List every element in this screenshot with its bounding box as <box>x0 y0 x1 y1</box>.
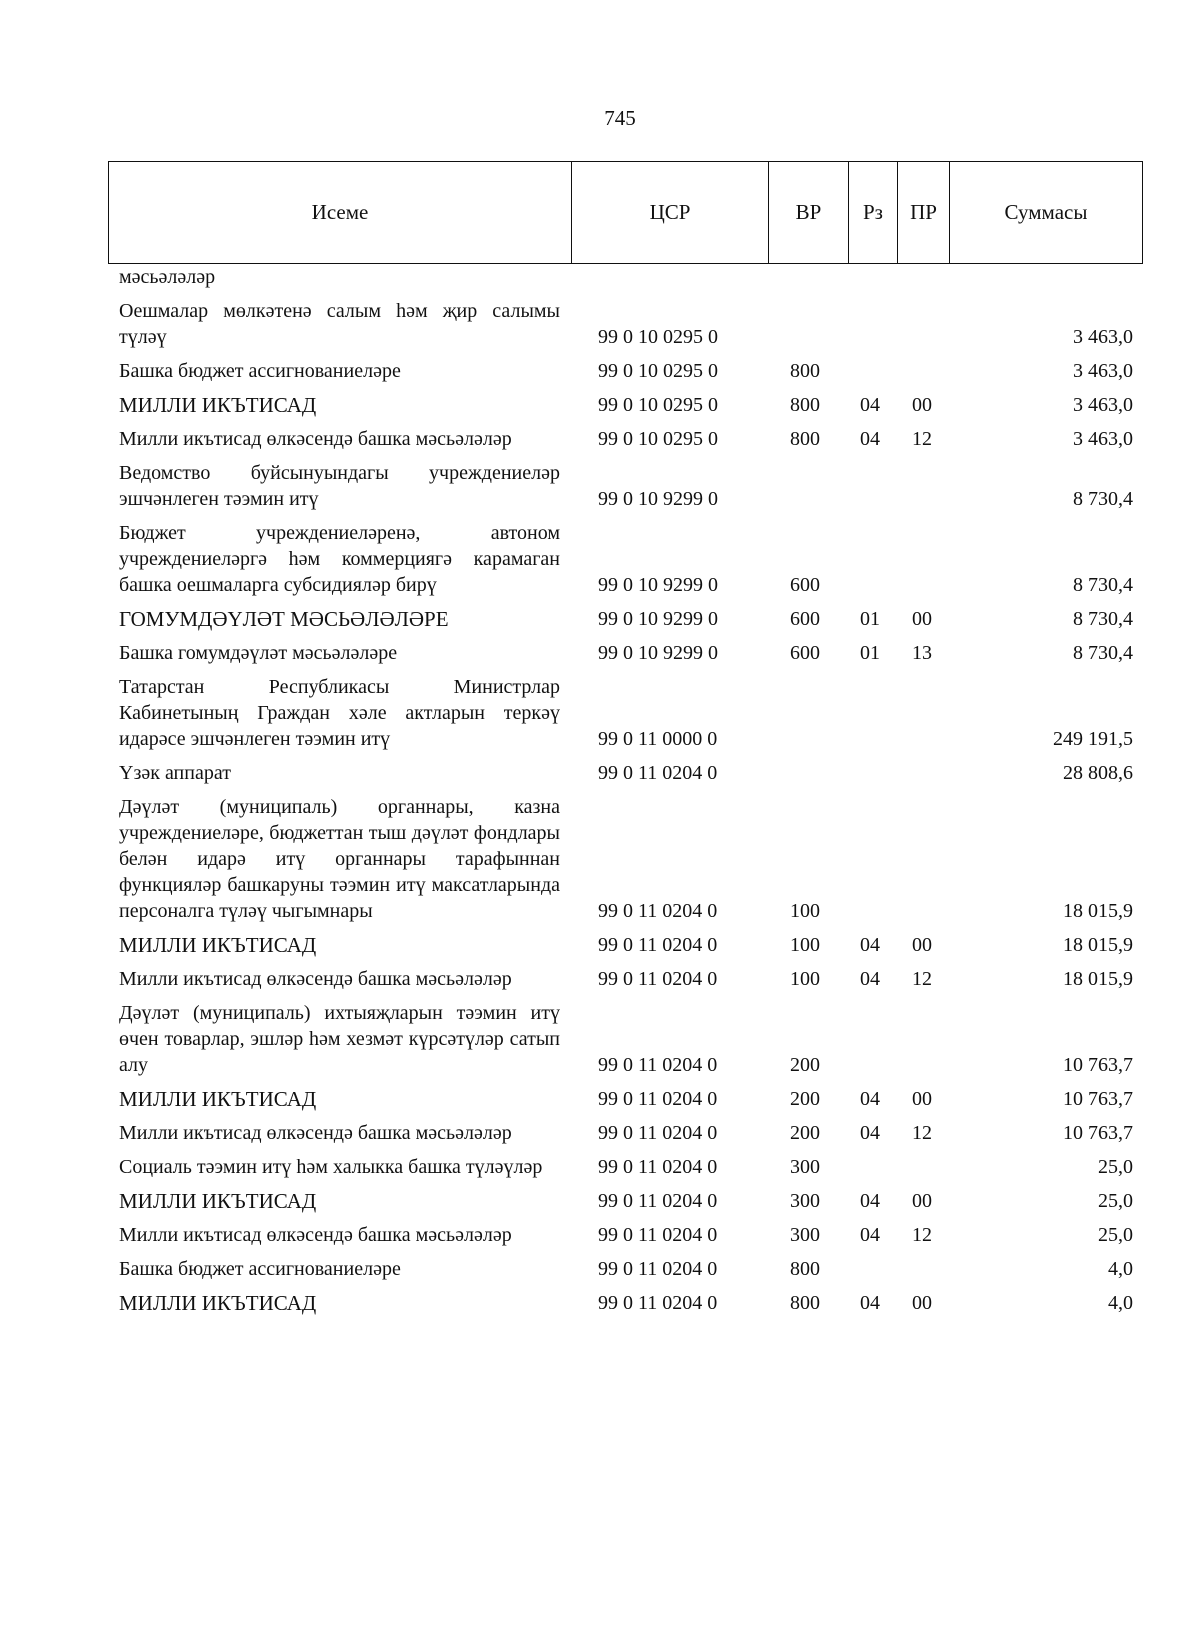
cell-sum: 3 463,0 <box>1073 428 1133 450</box>
cell-name: Социаль тәэмин итү һәм халыкка башка түләүләр <box>119 1156 543 1178</box>
cell-csr: 99 0 11 0000 0 <box>598 728 718 750</box>
cell-sum: 25,0 <box>1098 1190 1133 1212</box>
cell-vr: 600 <box>790 608 820 630</box>
cell-name: Дәүләт (муниципаль) органнары, казна учреждениеләре, бюджеттан тыш дәүләт фондлары белән идарә итү органнары тарафыннан функцияләр башкаруны тәэмин итү максатларында персоналга түләү чыгымнары <box>119 796 560 922</box>
cell-name: МИЛЛИ ИКЪТИСАД <box>119 1189 317 1213</box>
table-row <box>0 760 1200 786</box>
cell-rz: 04 <box>860 1190 880 1212</box>
cell-sum: 10 763,7 <box>1063 1054 1133 1076</box>
cell-pr: 12 <box>912 1224 932 1246</box>
cell-name: МИЛЛИ ИКЪТИСАД <box>119 1087 317 1111</box>
cell-sum: 3 463,0 <box>1073 360 1133 382</box>
cell-pr: 13 <box>912 642 932 664</box>
cell-name: Бюджет учреждениеләренә, автоном учреждениеләргә һәм коммерциягә карамаган башка оешмаларга субсидияләр бирү <box>119 522 560 596</box>
cell-csr: 99 0 11 0204 0 <box>598 1292 718 1314</box>
cell-sum: 3 463,0 <box>1073 394 1133 416</box>
header-rz: Рз <box>849 162 898 263</box>
cell-rz: 04 <box>860 1122 880 1144</box>
cell-csr: 99 0 11 0204 0 <box>598 968 718 990</box>
cell-vr: 600 <box>790 642 820 664</box>
cell-name: Татарстан Республикасы Министрлар Кабинетының Граждан хәле актларын теркәү идарәсе эшчәнлеген тәэмин итү <box>119 676 560 750</box>
header-csr: ЦСР <box>572 162 769 263</box>
cell-name: Башка бюджет ассигнованиеләре <box>119 1258 401 1280</box>
cell-csr: 99 0 10 9299 0 <box>598 608 718 630</box>
table-row <box>0 1000 1200 1078</box>
cell-csr: 99 0 11 0204 0 <box>598 1122 718 1144</box>
cell-vr: 100 <box>790 934 820 956</box>
cell-pr: 00 <box>912 1190 932 1212</box>
cell-csr: 99 0 11 0204 0 <box>598 1190 718 1212</box>
cell-sum: 8 730,4 <box>1073 608 1133 630</box>
cell-rz: 01 <box>860 608 880 630</box>
cell-sum: 18 015,9 <box>1063 934 1133 956</box>
cell-rz: 04 <box>860 428 880 450</box>
cell-name: ГОМУМДӘҮЛӘТ МӘСЬӘЛӘЛӘРЕ <box>119 607 449 631</box>
cell-vr: 200 <box>790 1122 820 1144</box>
cell-vr: 800 <box>790 360 820 382</box>
table-row <box>0 520 1200 598</box>
cell-rz: 04 <box>860 968 880 990</box>
page-number: 745 <box>604 106 636 130</box>
table-row <box>0 1290 1200 1316</box>
row-container <box>0 298 1200 1316</box>
cell-pr: 12 <box>912 428 932 450</box>
table-row <box>0 640 1200 666</box>
table-row <box>0 1222 1200 1248</box>
cell-vr: 200 <box>790 1054 820 1076</box>
table-row <box>0 794 1200 924</box>
table-row <box>0 460 1200 512</box>
cell-pr: 12 <box>912 1122 932 1144</box>
cell-csr: 99 0 10 9299 0 <box>598 488 718 510</box>
cell-pr: 00 <box>912 1088 932 1110</box>
table-row <box>0 1188 1200 1214</box>
cell-sum: 8 730,4 <box>1073 488 1133 510</box>
cell-name: Ведомство буйсынуындагы учреждениеләр эшчәнлеген тәэмин итү <box>119 462 560 510</box>
cell-csr: 99 0 11 0204 0 <box>598 1258 718 1280</box>
cell-sum: 249 191,5 <box>1053 728 1133 750</box>
cell-name: Үзәк аппарат <box>119 762 231 784</box>
cell-vr: 300 <box>790 1156 820 1178</box>
cell-csr: 99 0 10 9299 0 <box>598 574 718 596</box>
cell-sum: 4,0 <box>1108 1292 1133 1314</box>
table-header <box>108 161 1143 264</box>
cell-rz: 04 <box>860 394 880 416</box>
table-row <box>0 606 1200 632</box>
table-row <box>0 966 1200 992</box>
cell-vr: 100 <box>790 968 820 990</box>
cell-sum: 8 730,4 <box>1073 642 1133 664</box>
cell-pr: 00 <box>912 934 932 956</box>
cell-pr: 00 <box>912 608 932 630</box>
cell-csr: 99 0 11 0204 0 <box>598 1054 718 1076</box>
table-row <box>0 1256 1200 1282</box>
cell-vr: 800 <box>790 394 820 416</box>
cell-vr: 200 <box>790 1088 820 1110</box>
cell-pr: 00 <box>912 1292 932 1314</box>
cell-csr: 99 0 10 0295 0 <box>598 394 718 416</box>
header-vr: ВР <box>769 162 849 263</box>
cell-vr: 600 <box>790 574 820 596</box>
cell-csr: 99 0 10 9299 0 <box>598 642 718 664</box>
cell-pr: 12 <box>912 968 932 990</box>
cell-pr: 00 <box>912 394 932 416</box>
cell-sum: 10 763,7 <box>1063 1122 1133 1144</box>
continuation-text: мәсьәләләр <box>119 266 216 288</box>
cell-rz: 04 <box>860 1224 880 1246</box>
table-row <box>0 358 1200 384</box>
table-row <box>0 1154 1200 1180</box>
cell-csr: 99 0 11 0204 0 <box>598 762 718 784</box>
cell-sum: 4,0 <box>1108 1258 1133 1280</box>
cell-csr: 99 0 11 0204 0 <box>598 1156 718 1178</box>
cell-vr: 800 <box>790 1258 820 1280</box>
header-sum: Суммасы <box>1004 200 1088 224</box>
cell-sum: 10 763,7 <box>1063 1088 1133 1110</box>
table-body <box>0 264 1200 1324</box>
cell-name: Дәүләт (муниципаль) ихтыяҗларын тәэмин итү өчен товарлар, эшләр һәм хезмәт күрсәтүләр сатып алу <box>119 1002 560 1076</box>
cell-rz: 04 <box>860 934 880 956</box>
cell-csr: 99 0 10 0295 0 <box>598 326 718 348</box>
cell-sum: 18 015,9 <box>1063 900 1133 922</box>
cell-name: Милли икътисад өлкәсендә башка мәсьәләләр <box>119 968 512 990</box>
cell-name: МИЛЛИ ИКЪТИСАД <box>119 1291 317 1315</box>
cell-name: Оешмалар мөлкәтенә салым һәм җир салымы түләү <box>119 300 560 348</box>
table-row <box>0 392 1200 418</box>
cell-csr: 99 0 11 0204 0 <box>598 900 718 922</box>
cell-csr: 99 0 10 0295 0 <box>598 428 718 450</box>
table-row <box>0 1120 1200 1146</box>
table-row <box>0 932 1200 958</box>
header-pr: ПР <box>898 162 950 263</box>
continuation-row <box>0 264 1200 290</box>
cell-vr: 300 <box>790 1224 820 1246</box>
table-row <box>0 1086 1200 1112</box>
cell-csr: 99 0 10 0295 0 <box>598 360 718 382</box>
table-row <box>0 674 1200 752</box>
cell-sum: 25,0 <box>1098 1224 1133 1246</box>
cell-vr: 800 <box>790 1292 820 1314</box>
cell-name: МИЛЛИ ИКЪТИСАД <box>119 933 317 957</box>
cell-rz: 01 <box>860 642 880 664</box>
cell-csr: 99 0 11 0204 0 <box>598 934 718 956</box>
cell-vr: 100 <box>790 900 820 922</box>
cell-vr: 300 <box>790 1190 820 1212</box>
cell-sum: 8 730,4 <box>1073 574 1133 596</box>
cell-name: Милли икътисад өлкәсендә башка мәсьәләләр <box>119 1224 512 1246</box>
cell-name: МИЛЛИ ИКЪТИСАД <box>119 393 317 417</box>
cell-csr: 99 0 11 0204 0 <box>598 1224 718 1246</box>
cell-rz: 04 <box>860 1088 880 1110</box>
cell-name: Башка гомумдәүләт мәсьәләләре <box>119 642 398 664</box>
cell-vr: 800 <box>790 428 820 450</box>
cell-sum: 18 015,9 <box>1063 968 1133 990</box>
cell-name: Башка бюджет ассигнованиеләре <box>119 360 401 382</box>
cell-name: Милли икътисад өлкәсендә башка мәсьәләләр <box>119 428 512 450</box>
cell-name: Милли икътисад өлкәсендә башка мәсьәләләр <box>119 1122 512 1144</box>
cell-sum: 25,0 <box>1098 1156 1133 1178</box>
cell-sum: 3 463,0 <box>1073 326 1133 348</box>
header-name: Исеме <box>109 162 572 263</box>
table-row <box>0 426 1200 452</box>
cell-rz: 04 <box>860 1292 880 1314</box>
cell-sum: 28 808,6 <box>1063 762 1133 784</box>
table-row <box>0 298 1200 350</box>
cell-csr: 99 0 11 0204 0 <box>598 1088 718 1110</box>
